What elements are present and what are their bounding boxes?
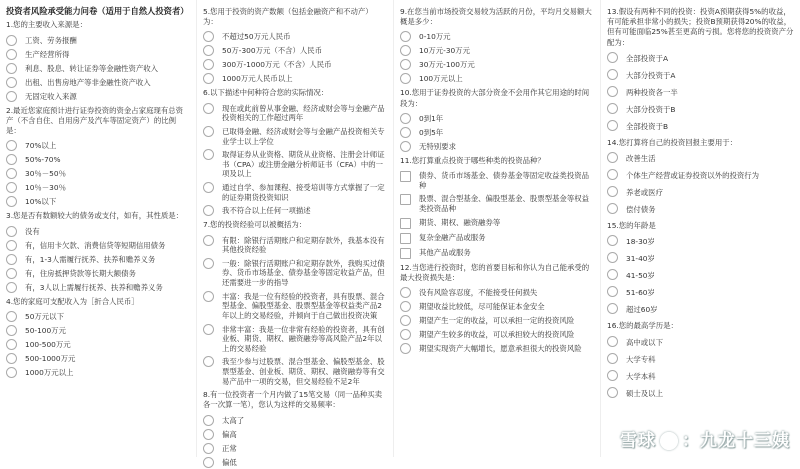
option-label: 50万元以下 — [25, 311, 64, 321]
radio-option[interactable] — [607, 385, 794, 402]
option-label: 大部分投资于A — [626, 70, 676, 80]
radio-option[interactable] — [203, 57, 387, 71]
radio-button[interactable] — [203, 291, 214, 302]
option-label: 股票、混合型基金、偏股型基金、股票型基金等权益类投资品种 — [419, 194, 589, 213]
checkbox-option[interactable] — [400, 230, 594, 245]
option-label: 50万-300万元（不含）人民币 — [222, 46, 323, 56]
radio-button[interactable] — [203, 429, 214, 440]
radio-option[interactable] — [203, 147, 387, 180]
question-text: 12.当您进行投资时，您的首要目标和你认为自己能承受的最大投资损失是： — [400, 262, 590, 282]
radio-option[interactable] — [203, 441, 387, 455]
radio-button[interactable] — [607, 52, 618, 63]
radio-option[interactable] — [6, 309, 190, 323]
column-1 — [0, 0, 196, 457]
option-label: 期望产生一定的收益，可以承担一定的投资风险 — [419, 316, 575, 326]
radio-option[interactable] — [400, 285, 594, 299]
radio-option[interactable] — [6, 194, 190, 208]
radio-button[interactable] — [607, 69, 618, 80]
radio-button[interactable] — [6, 282, 17, 293]
radio-button[interactable] — [400, 31, 411, 42]
radio-option[interactable] — [607, 184, 794, 201]
radio-option[interactable] — [607, 50, 794, 67]
question-text: 6.以下描述中何种符合您的实际情况： — [203, 88, 329, 98]
option-label: 无特别要求 — [419, 141, 456, 151]
radio-button[interactable] — [203, 457, 214, 468]
option-label: 全部投资于B — [626, 121, 669, 131]
radio-button[interactable] — [6, 325, 17, 336]
checkbox[interactable] — [400, 171, 411, 182]
radio-button[interactable] — [6, 35, 17, 46]
radio-button[interactable] — [6, 367, 17, 378]
radio-button[interactable] — [607, 387, 618, 398]
option-label: 硕士及以上 — [626, 388, 663, 398]
checkbox[interactable] — [400, 194, 411, 205]
radio-button[interactable] — [607, 235, 618, 246]
question-text: 7.您的投资经验可以被概括为： — [203, 220, 307, 230]
snowball-logo-icon — [660, 432, 678, 450]
question-text: 3.您是否有数额较大的债务或支付，如有，其性质是： — [6, 211, 184, 221]
option-label: 偏高 — [222, 429, 237, 439]
question-text: 13.假设有两种不同的投资：投资A预期获得5%的收益，有可能承担非常小的损失；投资B预期获得20%的收益，但有可能面临25%甚至更高的亏损。您将您的投资资产分配为： — [607, 7, 794, 47]
question-text: 16.您的最高学历是： — [607, 321, 678, 331]
radio-option[interactable] — [607, 301, 794, 318]
radio-button[interactable] — [607, 353, 618, 364]
radio-option[interactable] — [400, 29, 594, 43]
radio-button[interactable] — [6, 254, 17, 265]
radio-button[interactable] — [607, 252, 618, 263]
watermark-brand: 雪球 — [620, 430, 656, 451]
checkbox-option[interactable] — [400, 191, 594, 214]
radio-button[interactable] — [203, 126, 214, 137]
option-label: 不超过50万元人民币 — [222, 32, 291, 42]
radio-button[interactable] — [6, 339, 17, 350]
radio-option[interactable] — [203, 427, 387, 441]
option-label: 没有 — [25, 226, 40, 236]
option-label: 其他产品或服务 — [419, 247, 471, 257]
option-label: 30％－50％ — [25, 169, 66, 179]
radio-option[interactable] — [607, 351, 794, 368]
radio-option[interactable] — [203, 71, 387, 85]
radio-option[interactable] — [203, 322, 387, 355]
radio-button[interactable] — [6, 240, 17, 251]
radio-option[interactable] — [6, 365, 190, 379]
option-label: 我至少参与过股票、混合型基金、偏股型基金、股票型基金、创业板、期货、期权、融资融券等有交易产品中一项的交易，但交易经验不足2年 — [222, 357, 385, 386]
option-label: 0到1年 — [419, 113, 444, 123]
option-label: 偏低 — [222, 457, 237, 467]
radio-option[interactable] — [400, 327, 594, 341]
radio-button[interactable] — [6, 154, 17, 165]
option-label: 债券、货币市场基金、债券基金等固定收益类投资品种 — [419, 171, 589, 190]
option-label: 50-100万元 — [25, 325, 66, 335]
question-text: 2.最近您家庭预计进行证券投资的资金占家庭现有总资产（不含自住、自用房产及汽车等固定资产）的比例是： — [6, 105, 184, 136]
radio-button[interactable] — [607, 336, 618, 347]
option-label: 超过60岁 — [626, 305, 658, 315]
radio-option[interactable] — [400, 299, 594, 313]
option-label: 通过自学、参加课程、接受培训等方式掌握了一定的证券期货投资知识 — [222, 183, 385, 202]
column-3 — [394, 0, 600, 457]
radio-button[interactable] — [6, 49, 17, 60]
radio-option[interactable] — [6, 280, 190, 294]
radio-button[interactable] — [607, 169, 618, 180]
radio-option[interactable] — [6, 337, 190, 351]
option-label: 个体生产经营或证券投资以外的投资行为 — [626, 171, 760, 181]
option-label: 已取得金融、经济或财会等与金融产品投资相关专业学士以上学位 — [222, 126, 385, 146]
radio-button[interactable] — [6, 226, 17, 237]
radio-option[interactable] — [400, 111, 594, 125]
option-label: 期货、期权、融资融券等 — [419, 217, 501, 227]
question-text: 9.在您当前市场投资交易较为活跃的月份，平均月交易额大概是多少： — [400, 7, 592, 27]
column-4 — [601, 0, 800, 457]
radio-button[interactable] — [203, 103, 214, 114]
radio-button[interactable] — [607, 286, 618, 297]
radio-option[interactable] — [607, 201, 794, 218]
option-label: 70%以上 — [25, 141, 57, 151]
checkbox-option[interactable] — [400, 215, 594, 230]
radio-button[interactable] — [203, 59, 214, 70]
question-text: 4.您的家庭可支配收入为［折合人民币］ — [6, 296, 139, 306]
radio-option[interactable] — [607, 167, 794, 184]
radio-button[interactable] — [6, 63, 17, 74]
radio-option[interactable] — [6, 351, 190, 365]
radio-option[interactable] — [203, 233, 387, 256]
radio-button[interactable] — [203, 415, 214, 426]
question-text: 10.您用于证券投资的大部分资金不会用作其它用途的时间段为： — [400, 88, 590, 108]
question-text: 8.有一位投资者一个月内做了15笔交易（同一品种买卖各一次算一笔），您认为这样的交易频率： — [203, 390, 383, 410]
radio-option[interactable] — [6, 323, 190, 337]
radio-option[interactable] — [203, 29, 387, 43]
checkbox[interactable] — [400, 218, 411, 229]
radio-option[interactable] — [607, 334, 794, 351]
radio-option[interactable] — [6, 47, 190, 61]
radio-option[interactable] — [607, 233, 794, 250]
radio-option[interactable] — [607, 267, 794, 284]
radio-button[interactable] — [203, 149, 214, 160]
radio-button[interactable] — [400, 329, 411, 340]
radio-option[interactable] — [203, 413, 387, 427]
radio-button[interactable] — [203, 45, 214, 56]
radio-option[interactable] — [203, 124, 387, 147]
radio-button[interactable] — [6, 268, 17, 279]
option-label: 没有风险容忍度，不能接受任何损失 — [419, 288, 538, 298]
radio-option[interactable] — [607, 150, 794, 167]
option-label: 有，3人以上需履行抚养、扶养和赡养义务 — [25, 282, 163, 292]
radio-option[interactable] — [400, 125, 594, 139]
radio-button[interactable] — [6, 168, 17, 179]
option-label: 300万-1000万元（不含）人民币 — [222, 60, 332, 70]
option-label: 取得证券从业资格、期货从业资格、注册会计师证书（CPA）或注册金融分析师证书（CFA）中的一项及以上 — [222, 150, 385, 179]
radio-button[interactable] — [6, 196, 17, 207]
question-text: 1.您的主要收入来源是： — [6, 20, 87, 30]
radio-option[interactable] — [607, 284, 794, 301]
option-label: 一般：除银行活期账户和定期存款外，我购买过债券、货币市场基金、债券基金等固定收益产品，但还需要进一步的指导 — [222, 258, 385, 287]
watermark — [620, 430, 790, 453]
radio-button[interactable] — [6, 353, 17, 364]
radio-button[interactable] — [607, 103, 618, 114]
option-label: 有限：除银行活期账户和定期存款外，我基本没有其他投资经验 — [222, 235, 385, 255]
option-label: 期望收益比较低，尽可能保证本金安全 — [419, 302, 545, 312]
option-label: 丰富：我是一位有经验的投资者，具有股票、混合型基金、偏股型基金、股票型基金等权益类产品2年以上的交易经验，并倾向于自己做出投资决策 — [222, 291, 385, 320]
radio-option[interactable] — [607, 67, 794, 84]
option-label: 有，信用卡欠款、消费信贷等短期信用债务 — [25, 240, 166, 250]
radio-option[interactable] — [6, 152, 190, 166]
radio-option[interactable] — [6, 61, 190, 75]
radio-button[interactable] — [203, 258, 214, 269]
radio-button[interactable] — [6, 311, 17, 322]
radio-button[interactable] — [607, 203, 618, 214]
radio-option[interactable] — [6, 252, 190, 266]
radio-option[interactable] — [400, 313, 594, 327]
radio-option[interactable] — [203, 43, 387, 57]
radio-button[interactable] — [203, 205, 214, 216]
option-label: 30万元-100万元 — [419, 60, 475, 70]
radio-option[interactable] — [203, 203, 387, 217]
radio-button[interactable] — [203, 73, 214, 84]
option-label: 太高了 — [222, 415, 245, 425]
radio-button[interactable] — [6, 182, 17, 193]
radio-button[interactable] — [607, 269, 618, 280]
option-label: 10％－30％ — [25, 183, 66, 193]
radio-button[interactable] — [607, 303, 618, 314]
radio-option[interactable] — [203, 289, 387, 322]
radio-button[interactable] — [203, 443, 214, 454]
option-label: 大学本科 — [626, 371, 656, 381]
question-text: 15.您的年龄是 — [607, 221, 656, 231]
radio-button[interactable] — [400, 59, 411, 70]
checkbox-option[interactable] — [400, 168, 594, 191]
radio-option[interactable] — [400, 57, 594, 71]
option-label: 1000万元人民币以上 — [222, 74, 293, 84]
radio-button[interactable] — [203, 31, 214, 42]
radio-button[interactable] — [607, 186, 618, 197]
radio-button[interactable] — [6, 91, 17, 102]
option-label: 有，1-3人需履行抚养、扶养和赡养义务 — [25, 254, 156, 264]
checkbox-option[interactable] — [400, 245, 594, 260]
radio-option[interactable] — [6, 180, 190, 194]
watermark-author: ：九龙十三姨 — [682, 430, 790, 451]
radio-option[interactable] — [607, 118, 794, 135]
radio-option[interactable] — [400, 71, 594, 85]
radio-option[interactable] — [6, 89, 190, 103]
radio-button[interactable] — [400, 141, 411, 152]
option-label: 非常丰富：我是一位非常有经验的投资者，具有创业板、期货、期权、融资融券等高风险产品2年以上的交易经验 — [222, 324, 385, 353]
option-label: 偿付债务 — [626, 205, 656, 215]
option-label: 生产经营所得 — [25, 49, 70, 59]
option-label: 10万元-30万元 — [419, 46, 471, 56]
radio-button[interactable] — [203, 235, 214, 246]
option-label: 期望实现资产大幅增长，愿意承担很大的投资风险 — [419, 344, 582, 354]
radio-button[interactable] — [6, 140, 17, 151]
radio-button[interactable] — [203, 182, 214, 193]
radio-button[interactable] — [607, 86, 618, 97]
radio-option[interactable] — [203, 455, 387, 469]
option-label: 50%-70% — [25, 155, 61, 165]
radio-option[interactable] — [6, 238, 190, 252]
radio-button[interactable] — [400, 315, 411, 326]
option-label: 18-30岁 — [626, 237, 655, 247]
radio-option[interactable] — [400, 341, 594, 355]
radio-option[interactable] — [203, 354, 387, 387]
option-label: 复杂金融产品或服务 — [419, 232, 486, 242]
option-label: 0-10万元 — [419, 32, 451, 42]
radio-option[interactable] — [400, 139, 594, 153]
option-label: 全部投资于A — [626, 53, 669, 63]
option-label: 两种投资各一半 — [626, 87, 678, 97]
question-text: 11.您打算重点投资于哪些种类的投资品种？ — [400, 155, 545, 165]
radio-option[interactable] — [6, 166, 190, 180]
option-label: 100万元以上 — [419, 74, 463, 84]
radio-button[interactable] — [607, 120, 618, 131]
option-label: 41-50岁 — [626, 271, 655, 281]
option-label: 养老或医疗 — [626, 188, 663, 198]
option-label: 1000万元以上 — [25, 367, 74, 377]
option-label: 利息、股息、转让证券等金融性资产收入 — [25, 63, 159, 73]
option-label: 我不符合以上任何一项描述 — [222, 206, 311, 216]
radio-button[interactable] — [400, 45, 411, 56]
option-label: 改善生活 — [626, 154, 656, 164]
option-label: 100-500万元 — [25, 339, 71, 349]
checkbox[interactable] — [400, 233, 411, 244]
option-label: 大学专科 — [626, 354, 656, 364]
option-label: 500-1000万元 — [25, 353, 76, 363]
question-text: 5.您用于投资的资产数额（包括金融资产和不动产）为： — [203, 7, 373, 27]
radio-option[interactable] — [607, 368, 794, 385]
radio-option[interactable] — [400, 43, 594, 57]
option-label: 有，住房抵押贷款等长期大额债务 — [25, 268, 136, 278]
radio-option[interactable] — [203, 180, 387, 203]
option-label: 51-60岁 — [626, 288, 655, 298]
radio-option[interactable] — [6, 33, 190, 47]
radio-option[interactable] — [607, 84, 794, 101]
option-label: 31-40岁 — [626, 254, 655, 264]
radio-button[interactable] — [203, 356, 214, 367]
checkbox[interactable] — [400, 248, 411, 259]
radio-option[interactable] — [6, 138, 190, 152]
radio-button[interactable] — [400, 343, 411, 354]
radio-option[interactable] — [6, 224, 190, 238]
radio-option[interactable] — [203, 101, 387, 124]
radio-button[interactable] — [400, 287, 411, 298]
option-label: 工资、劳务报酬 — [25, 35, 77, 45]
radio-button[interactable] — [400, 113, 411, 124]
radio-option[interactable] — [607, 250, 794, 267]
option-label: 大部分投资于B — [626, 104, 676, 114]
page-title: 投资者风险承受能力问卷（适用于自然人投资者） — [6, 6, 189, 16]
option-label: 期望产生较多的收益，可以承担较大的投资风险 — [419, 330, 575, 340]
option-label: 正常 — [222, 443, 237, 453]
radio-option[interactable] — [203, 256, 387, 289]
column-2 — [197, 0, 393, 467]
radio-button[interactable] — [203, 324, 214, 335]
radio-option[interactable] — [6, 75, 190, 89]
option-label: 出租、出售房地产等非金融性资产收入 — [25, 77, 151, 87]
option-label: 10%以下 — [25, 197, 57, 207]
radio-button[interactable] — [400, 127, 411, 138]
radio-option[interactable] — [6, 266, 190, 280]
option-label: 现在或此前曾从事金融、经济或财会等与金融产品投资相关的工作超过两年 — [222, 103, 385, 123]
option-label: 0到5年 — [419, 127, 444, 137]
radio-button[interactable] — [400, 301, 411, 312]
radio-button[interactable] — [400, 73, 411, 84]
radio-option[interactable] — [607, 101, 794, 118]
option-label: 无固定收入来源 — [25, 91, 77, 101]
radio-button[interactable] — [607, 152, 618, 163]
question-text: 14.您打算将自己的投资回报主要用于： — [607, 137, 738, 147]
option-label: 高中或以下 — [626, 337, 663, 347]
radio-button[interactable] — [6, 77, 17, 88]
radio-button[interactable] — [607, 370, 618, 381]
